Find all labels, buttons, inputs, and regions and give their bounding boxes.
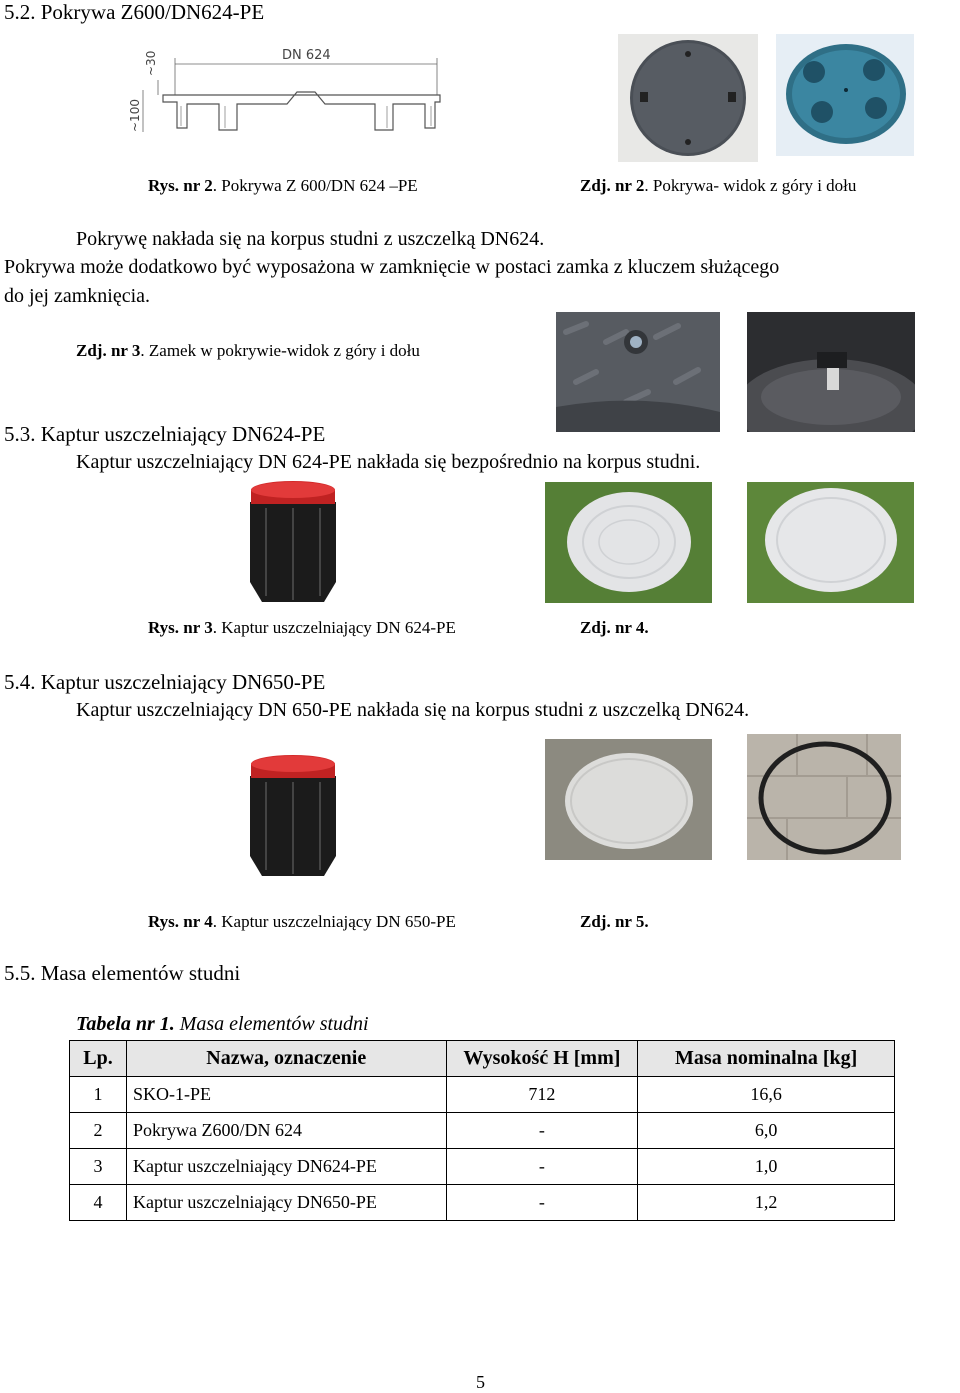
section-55-heading: 5.5. Masa elementów studni bbox=[4, 961, 241, 985]
paragraph-cover-lock-line2: do jej zamknięcia. bbox=[4, 285, 151, 307]
cell-mass: 16,6 bbox=[638, 1077, 895, 1113]
cell-lp: 4 bbox=[70, 1185, 127, 1221]
photo-2-label: Zdj. nr 2 bbox=[580, 176, 645, 195]
dim-height-label: ~100 bbox=[128, 99, 142, 132]
dim-diameter-label: DN 624 bbox=[282, 48, 331, 63]
cell-name: Pokrywa Z600/DN 624 bbox=[126, 1113, 446, 1149]
cap-650-photo bbox=[545, 739, 712, 860]
lock-bottom-photo bbox=[747, 312, 915, 432]
photo-3-text: . Zamek w pokrywie-widok z góry i dołu bbox=[140, 341, 420, 360]
cover-top-photo bbox=[618, 34, 758, 162]
figure-4-caption bbox=[148, 912, 456, 932]
table-1-label: Tabela nr 1. bbox=[76, 1013, 175, 1035]
cell-height: - bbox=[446, 1113, 638, 1149]
table-1-title bbox=[76, 1013, 369, 1036]
cell-mass: 1,2 bbox=[638, 1185, 895, 1221]
mass-table bbox=[69, 1040, 895, 1221]
cap-650-drawing bbox=[244, 752, 342, 878]
cap-624-photo-2 bbox=[747, 482, 914, 603]
photo-2-text: . Pokrywa- widok z góry i dołu bbox=[644, 176, 857, 195]
cell-name: Kaptur uszczelniający DN624-PE bbox=[126, 1149, 446, 1185]
table-row bbox=[70, 1077, 895, 1113]
figure-2-caption bbox=[148, 176, 418, 196]
photo-3-label: Zdj. nr 3 bbox=[76, 341, 141, 360]
photo-5-label: Zdj. nr 5. bbox=[580, 912, 649, 931]
page-number: 5 bbox=[476, 1372, 485, 1392]
cell-lp: 1 bbox=[70, 1077, 127, 1113]
figure-2-text: . Pokrywa Z 600/DN 624 –PE bbox=[212, 176, 418, 195]
paragraph-cover-lock-line1: Pokrywa może dodatkowo być wyposażona w zamknięcie w postaci zamka z kluczem służącego bbox=[4, 256, 780, 278]
cell-lp: 3 bbox=[70, 1149, 127, 1185]
photo-3-caption bbox=[76, 341, 420, 361]
header-height: Wysokość H [mm] bbox=[446, 1041, 638, 1077]
figure-4-text: . Kaptur uszczelniający DN 650-PE bbox=[212, 912, 456, 931]
figure-3-caption bbox=[148, 618, 456, 638]
header-mass: Masa nominalna [kg] bbox=[638, 1041, 895, 1077]
section-53-heading: 5.3. Kaptur uszczelniający DN624-PE bbox=[4, 422, 326, 446]
table-row bbox=[70, 1149, 895, 1185]
photo-2-caption bbox=[580, 176, 856, 196]
figure-4-label: Rys. nr 4 bbox=[148, 912, 213, 931]
cover-technical-drawing bbox=[125, 40, 445, 135]
photo-4-label: Zdj. nr 4. bbox=[580, 618, 649, 637]
paragraph-cover-fitting: Pokrywę nakłada się na korpus studni z uszczelką DN624. bbox=[76, 228, 545, 250]
table-row bbox=[70, 1113, 895, 1149]
dim-top-label: ~30 bbox=[144, 50, 158, 76]
table-1-text: Masa elementów studni bbox=[174, 1013, 369, 1035]
cell-mass: 6,0 bbox=[638, 1113, 895, 1149]
paragraph-cap-650: Kaptur uszczelniający DN 650-PE nakłada się na korpus studni z uszczelką DN624. bbox=[76, 699, 750, 721]
cell-name: SKO-1-PE bbox=[126, 1077, 446, 1113]
photo-4-caption bbox=[580, 618, 649, 638]
cell-height: - bbox=[446, 1185, 638, 1221]
cap-624-photo-1 bbox=[545, 482, 712, 603]
table-row bbox=[70, 1185, 895, 1221]
cell-height: - bbox=[446, 1149, 638, 1185]
table-header-row bbox=[70, 1041, 895, 1077]
section-52-heading: 5.2. Pokrywa Z600/DN624-PE bbox=[4, 0, 265, 24]
figure-3-text: . Kaptur uszczelniający DN 624-PE bbox=[212, 618, 456, 637]
cell-height: 712 bbox=[446, 1077, 638, 1113]
cell-name: Kaptur uszczelniający DN650-PE bbox=[126, 1185, 446, 1221]
cell-mass: 1,0 bbox=[638, 1149, 895, 1185]
seal-ring-photo bbox=[747, 734, 901, 860]
cell-lp: 2 bbox=[70, 1113, 127, 1149]
figure-2-label: Rys. nr 2 bbox=[148, 176, 213, 195]
header-name: Nazwa, oznaczenie bbox=[126, 1041, 446, 1077]
figure-3-label: Rys. nr 3 bbox=[148, 618, 213, 637]
section-54-heading: 5.4. Kaptur uszczelniający DN650-PE bbox=[4, 670, 326, 694]
photo-5-caption bbox=[580, 912, 649, 932]
header-lp: Lp. bbox=[70, 1041, 127, 1077]
cover-bottom-photo bbox=[776, 34, 914, 156]
paragraph-cap-624: Kaptur uszczelniający DN 624-PE nakłada się bezpośrednio na korpus studni. bbox=[76, 451, 701, 473]
lock-top-photo bbox=[556, 312, 720, 432]
cap-624-drawing bbox=[244, 478, 342, 604]
